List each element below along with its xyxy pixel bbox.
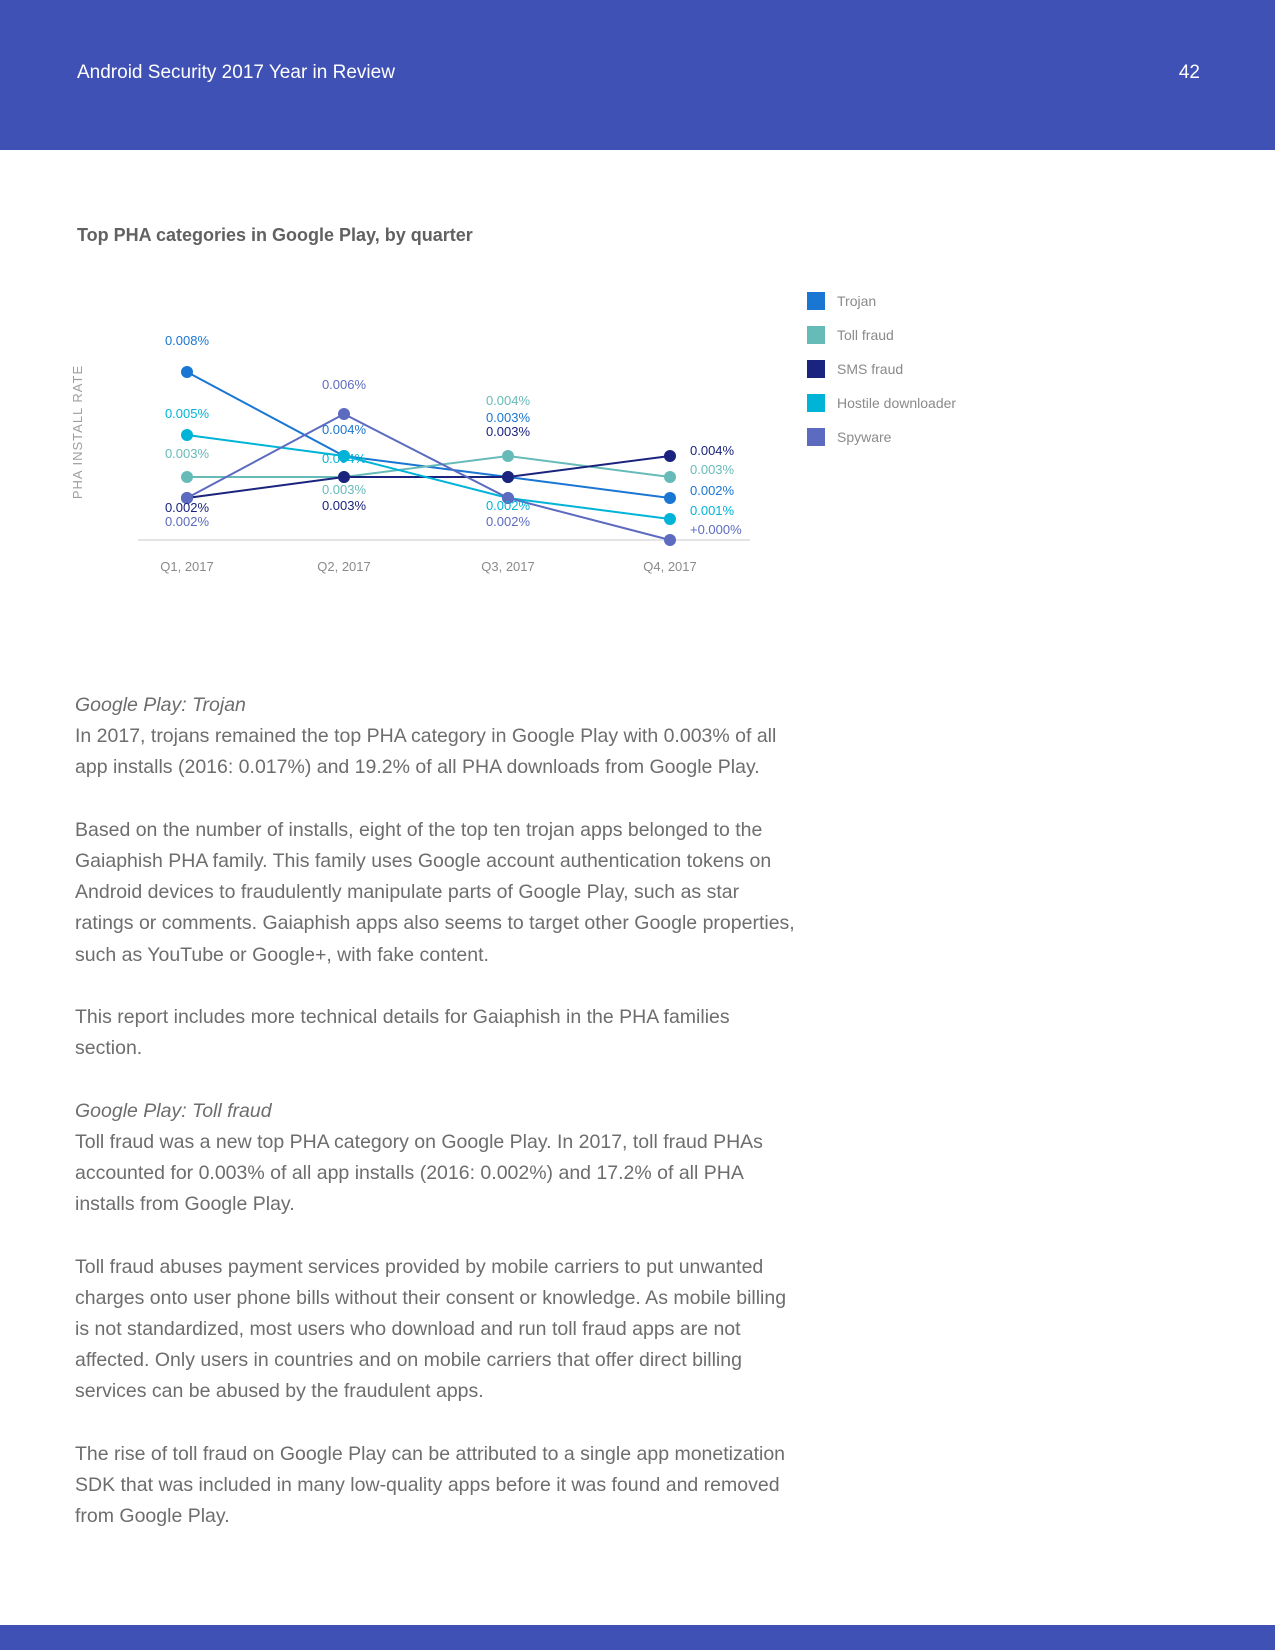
paragraph: Based on the number of installs, eight of the top ten trojan apps belonged to the Gaiaphish PHA family. This family uses Google account authentication tokens on Android devices to fraudulently manipulate parts of Google Play, such as star ratings or comments. Gaiaphish apps also seems to target other Google properties, such as YouTube or Google+, with fake content. [75, 818, 795, 966]
data-label: 0.002% [485, 498, 531, 513]
data-label: 0.003% [164, 446, 210, 461]
section-heading: Google Play: Toll fraud [75, 1099, 272, 1122]
data-label: 0.003% [485, 410, 531, 425]
data-label: 0.004% [485, 393, 531, 408]
page-number: 42 [1178, 62, 1200, 83]
section-toll-fraud [75, 1096, 795, 1221]
legend-label: Toll fraud [837, 327, 894, 343]
legend-swatch [807, 360, 825, 378]
data-label: 0.004% [690, 443, 735, 458]
data-label: 0.002% [690, 483, 735, 498]
data-point [664, 450, 676, 462]
paragraph: Toll fraud was a new top PHA category on Google Play. In 2017, toll fraud PHAs accounted for 0.003% of all app installs (2016: 0.002%) and 17.2% of all PHA installs from Google Play. [75, 1130, 763, 1216]
chart-title: Top PHA categories in Google Play, by quarter [77, 225, 473, 245]
section-heading: Google Play: Trojan [75, 694, 246, 716]
data-point [338, 408, 350, 420]
data-label: 0.004% [321, 422, 367, 437]
legend-item [807, 360, 956, 394]
data-label: +0.000% [690, 522, 742, 537]
legend-item [807, 326, 956, 360]
section-trojan [75, 690, 795, 784]
data-label: 0.006% [321, 377, 367, 392]
x-tick-label: Q3, 2017 [481, 559, 535, 574]
data-label: 0.008% [164, 333, 210, 348]
data-label: 0.004% [321, 451, 367, 466]
data-point [181, 471, 193, 483]
data-point [664, 534, 676, 546]
legend-swatch [807, 292, 825, 310]
x-tick-label: Q4, 2017 [643, 559, 697, 574]
data-label: 0.002% [164, 514, 210, 529]
paragraph: The rise of toll fraud on Google Play can be attributed to a single app monetization SDK that was included in many low-quality apps before it was found and removed from Google Play. [75, 1442, 786, 1528]
data-label: 0.003% [321, 498, 367, 513]
data-label: 0.003% [321, 482, 367, 497]
line-chart [60, 280, 760, 590]
data-label: 0.003% [690, 462, 735, 477]
legend-swatch [807, 394, 825, 412]
paragraph: In 2017, trojans remained the top PHA category in Google Play with 0.003% of all app installs (2016: 0.017%) and 19.2% of all PHA downloads from Google Play. [75, 725, 777, 779]
data-point [502, 471, 514, 483]
legend-label: Spyware [837, 429, 892, 445]
data-point [664, 513, 676, 525]
data-label: 0.002% [485, 514, 531, 529]
x-tick-label: Q2, 2017 [317, 559, 371, 574]
legend-item [807, 292, 956, 326]
legend-label: Trojan [837, 293, 877, 309]
data-point [502, 450, 514, 462]
body-text [75, 690, 795, 1564]
data-label: 0.003% [485, 424, 531, 439]
data-point [664, 471, 676, 483]
page-footer-bar [0, 1625, 1275, 1650]
legend-label: SMS fraud [837, 361, 904, 377]
data-point [181, 366, 193, 378]
legend-swatch [807, 428, 825, 446]
series-line-0 [187, 372, 670, 498]
legend-item [807, 428, 956, 462]
document-title: Android Security 2017 Year in Review [77, 62, 395, 83]
data-label: 0.002% [164, 500, 210, 515]
legend-item [807, 394, 956, 428]
data-point [181, 429, 193, 441]
paragraph: Toll fraud abuses payment services provided by mobile carriers to put unwanted charges onto user phone bills without their consent or knowledge. As mobile billing is not standardized, most users who download and run toll fraud apps are not affected. Only users in countries and on mobile carriers that offer direct billing services can be abused by the fraudulent apps. [75, 1255, 787, 1403]
data-point [664, 492, 676, 504]
x-tick-label: Q1, 2017 [160, 559, 214, 574]
legend-swatch [807, 326, 825, 344]
data-label: 0.001% [690, 503, 735, 518]
page-header [0, 0, 1275, 150]
y-axis-label: PHA INSTALL RATE [70, 364, 85, 500]
legend-label: Hostile downloader [837, 395, 957, 411]
chart-legend [807, 292, 956, 462]
data-label: 0.005% [164, 406, 210, 421]
paragraph: This report includes more technical details for Gaiaphish in the PHA families section. [75, 1006, 730, 1060]
